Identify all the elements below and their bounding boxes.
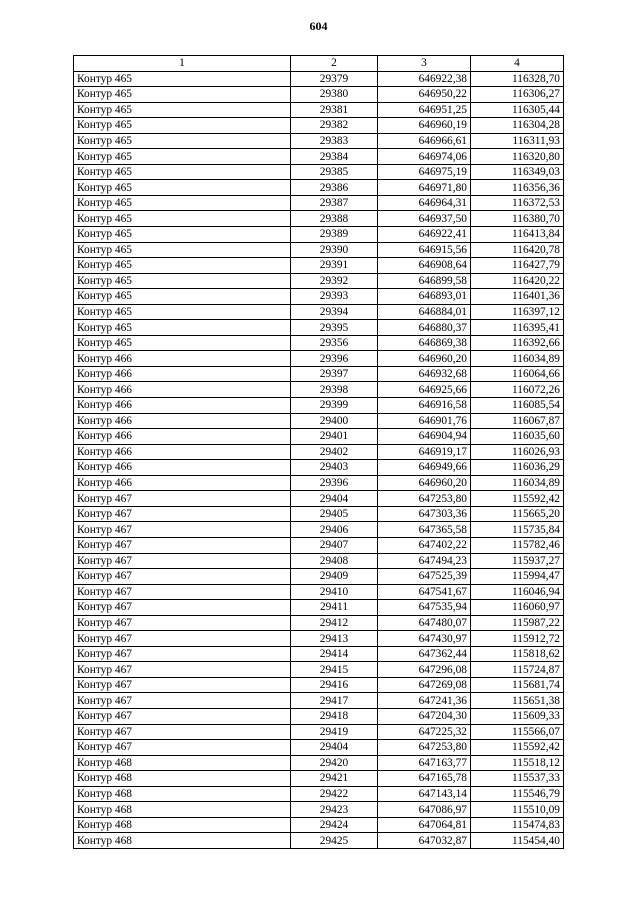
- x-coordinate-cell: 646899,58: [378, 273, 471, 289]
- x-coordinate-cell: 647296,08: [378, 662, 471, 678]
- x-coordinate-cell: 646975,19: [378, 164, 471, 180]
- x-coordinate-cell: 647525,39: [378, 569, 471, 585]
- y-coordinate-cell: 115937,27: [471, 553, 564, 569]
- table-row: [74, 444, 564, 460]
- table-row: [74, 227, 564, 243]
- contour-name-cell: Контур 467: [74, 615, 291, 631]
- contour-name-cell: Контур 465: [74, 102, 291, 118]
- contour-name-cell: Контур 465: [74, 258, 291, 274]
- contour-name-cell: Контур 465: [74, 211, 291, 227]
- point-number-cell: 29390: [291, 242, 378, 258]
- x-coordinate-cell: 646971,80: [378, 180, 471, 196]
- point-number-cell: 29414: [291, 646, 378, 662]
- table-row: [74, 802, 564, 818]
- contour-name-cell: Контур 465: [74, 71, 291, 87]
- y-coordinate-cell: 115651,38: [471, 693, 564, 709]
- contour-name-cell: Контур 467: [74, 506, 291, 522]
- x-coordinate-cell: 646949,66: [378, 460, 471, 476]
- point-number-cell: 29383: [291, 133, 378, 149]
- y-coordinate-cell: 115782,46: [471, 537, 564, 553]
- point-number-cell: 29398: [291, 382, 378, 398]
- y-coordinate-cell: 116306,27: [471, 87, 564, 103]
- table-row: [74, 304, 564, 320]
- column-header-4: 4: [471, 56, 564, 72]
- point-number-cell: 29401: [291, 429, 378, 445]
- point-number-cell: 29396: [291, 351, 378, 367]
- point-number-cell: 29413: [291, 631, 378, 647]
- x-coordinate-cell: 646893,01: [378, 289, 471, 305]
- x-coordinate-cell: 646869,38: [378, 335, 471, 351]
- point-number-cell: 29422: [291, 786, 378, 802]
- x-coordinate-cell: 646974,06: [378, 149, 471, 165]
- table-row: [74, 429, 564, 445]
- column-header-3: 3: [378, 56, 471, 72]
- point-number-cell: 29406: [291, 522, 378, 538]
- point-number-cell: 29395: [291, 320, 378, 336]
- contour-name-cell: Контур 466: [74, 429, 291, 445]
- y-coordinate-cell: 115518,12: [471, 755, 564, 771]
- contour-name-cell: Контур 465: [74, 87, 291, 103]
- contour-name-cell: Контур 467: [74, 662, 291, 678]
- x-coordinate-cell: 646919,17: [378, 444, 471, 460]
- x-coordinate-cell: 647269,08: [378, 677, 471, 693]
- point-number-cell: 29394: [291, 304, 378, 320]
- point-number-cell: 29418: [291, 708, 378, 724]
- point-number-cell: 29391: [291, 258, 378, 274]
- x-coordinate-cell: 646937,50: [378, 211, 471, 227]
- table-row: [74, 102, 564, 118]
- y-coordinate-cell: 116311,93: [471, 133, 564, 149]
- table-row: [74, 475, 564, 491]
- point-number-cell: 29403: [291, 460, 378, 476]
- table-row: [74, 118, 564, 134]
- point-number-cell: 29385: [291, 164, 378, 180]
- contour-name-cell: Контур 468: [74, 771, 291, 787]
- contour-name-cell: Контур 467: [74, 708, 291, 724]
- contour-name-cell: Контур 466: [74, 460, 291, 476]
- point-number-cell: 29379: [291, 71, 378, 87]
- point-number-cell: 29407: [291, 537, 378, 553]
- point-number-cell: 29409: [291, 569, 378, 585]
- point-number-cell: 29404: [291, 740, 378, 756]
- y-coordinate-cell: 116380,70: [471, 211, 564, 227]
- contour-name-cell: Контур 465: [74, 273, 291, 289]
- contour-name-cell: Контур 467: [74, 631, 291, 647]
- x-coordinate-cell: 647402,22: [378, 537, 471, 553]
- point-number-cell: 29412: [291, 615, 378, 631]
- x-coordinate-cell: 647086,97: [378, 802, 471, 818]
- table-row: [74, 133, 564, 149]
- point-number-cell: 29392: [291, 273, 378, 289]
- x-coordinate-cell: 647365,58: [378, 522, 471, 538]
- y-coordinate-cell: 116026,93: [471, 444, 564, 460]
- y-coordinate-cell: 115609,33: [471, 708, 564, 724]
- contour-name-cell: Контур 465: [74, 304, 291, 320]
- table-row: [74, 817, 564, 833]
- table-row: [74, 677, 564, 693]
- table-row: [74, 569, 564, 585]
- table-row: [74, 646, 564, 662]
- x-coordinate-cell: 646960,20: [378, 475, 471, 491]
- page-number: 604: [309, 19, 328, 33]
- x-coordinate-cell: 647032,87: [378, 833, 471, 849]
- y-coordinate-cell: 115735,84: [471, 522, 564, 538]
- x-coordinate-cell: 646901,76: [378, 413, 471, 429]
- point-number-cell: 29384: [291, 149, 378, 165]
- y-coordinate-cell: 116372,53: [471, 195, 564, 211]
- table-row: [74, 211, 564, 227]
- x-coordinate-cell: 646960,20: [378, 351, 471, 367]
- point-number-cell: 29356: [291, 335, 378, 351]
- y-coordinate-cell: 116397,12: [471, 304, 564, 320]
- x-coordinate-cell: 646964,31: [378, 195, 471, 211]
- table-row: [74, 366, 564, 382]
- contour-name-cell: Контур 467: [74, 553, 291, 569]
- contour-name-cell: Контур 466: [74, 413, 291, 429]
- point-number-cell: 29411: [291, 600, 378, 616]
- x-coordinate-cell: 647064,81: [378, 817, 471, 833]
- x-coordinate-cell: 647204,30: [378, 708, 471, 724]
- contour-name-cell: Контур 467: [74, 693, 291, 709]
- y-coordinate-cell: 116328,70: [471, 71, 564, 87]
- table-row: [74, 584, 564, 600]
- table-row: [74, 258, 564, 274]
- table-row: [74, 87, 564, 103]
- contour-name-cell: Контур 466: [74, 475, 291, 491]
- contour-name-cell: Контур 467: [74, 491, 291, 507]
- y-coordinate-cell: 116420,78: [471, 242, 564, 258]
- contour-name-cell: Контур 466: [74, 351, 291, 367]
- contour-name-cell: Контур 467: [74, 677, 291, 693]
- x-coordinate-cell: 647253,80: [378, 740, 471, 756]
- x-coordinate-cell: 647480,07: [378, 615, 471, 631]
- point-number-cell: 29425: [291, 833, 378, 849]
- table-row: [74, 600, 564, 616]
- table-row: [74, 553, 564, 569]
- point-number-cell: 29380: [291, 87, 378, 103]
- x-coordinate-cell: 646932,68: [378, 366, 471, 382]
- x-coordinate-cell: 646922,38: [378, 71, 471, 87]
- x-coordinate-cell: 647362,44: [378, 646, 471, 662]
- point-number-cell: 29393: [291, 289, 378, 305]
- column-header-2: 2: [291, 56, 378, 72]
- y-coordinate-cell: 116072,26: [471, 382, 564, 398]
- y-coordinate-cell: 116064,66: [471, 366, 564, 382]
- contour-name-cell: Контур 465: [74, 118, 291, 134]
- table-row: [74, 708, 564, 724]
- y-coordinate-cell: 115912,72: [471, 631, 564, 647]
- y-coordinate-cell: 116034,89: [471, 351, 564, 367]
- contour-name-cell: Контур 467: [74, 646, 291, 662]
- point-number-cell: 29416: [291, 677, 378, 693]
- point-number-cell: 29421: [291, 771, 378, 787]
- contour-name-cell: Контур 466: [74, 382, 291, 398]
- point-number-cell: 29415: [291, 662, 378, 678]
- y-coordinate-cell: 115994,47: [471, 569, 564, 585]
- contour-name-cell: Контур 465: [74, 242, 291, 258]
- x-coordinate-cell: 646908,64: [378, 258, 471, 274]
- table-row: [74, 506, 564, 522]
- table-row: [74, 615, 564, 631]
- point-number-cell: 29424: [291, 817, 378, 833]
- y-coordinate-cell: 115510,09: [471, 802, 564, 818]
- table-row: [74, 273, 564, 289]
- table-row: [74, 242, 564, 258]
- table-row: [74, 491, 564, 507]
- contour-name-cell: Контур 465: [74, 289, 291, 305]
- x-coordinate-cell: 647535,94: [378, 600, 471, 616]
- y-coordinate-cell: 116427,79: [471, 258, 564, 274]
- x-coordinate-cell: 647303,36: [378, 506, 471, 522]
- column-header-1: 1: [74, 56, 291, 72]
- contour-name-cell: Контур 465: [74, 320, 291, 336]
- y-coordinate-cell: 116395,41: [471, 320, 564, 336]
- table-row: [74, 740, 564, 756]
- x-coordinate-cell: 646925,66: [378, 382, 471, 398]
- contour-name-cell: Контур 465: [74, 227, 291, 243]
- x-coordinate-cell: 647165,78: [378, 771, 471, 787]
- x-coordinate-cell: 646950,22: [378, 87, 471, 103]
- x-coordinate-cell: 646880,37: [378, 320, 471, 336]
- table-row: [74, 537, 564, 553]
- y-coordinate-cell: 116305,44: [471, 102, 564, 118]
- table-row: [74, 164, 564, 180]
- point-number-cell: 29419: [291, 724, 378, 740]
- contour-name-cell: Контур 467: [74, 724, 291, 740]
- y-coordinate-cell: 116392,66: [471, 335, 564, 351]
- point-number-cell: 29382: [291, 118, 378, 134]
- table-row: [74, 786, 564, 802]
- table-row: [74, 335, 564, 351]
- x-coordinate-cell: 646922,41: [378, 227, 471, 243]
- y-coordinate-cell: 115546,79: [471, 786, 564, 802]
- contour-name-cell: Контур 468: [74, 755, 291, 771]
- y-coordinate-cell: 115724,87: [471, 662, 564, 678]
- contour-name-cell: Контур 465: [74, 149, 291, 165]
- table-header-row: [74, 56, 564, 72]
- table-row: [74, 180, 564, 196]
- y-coordinate-cell: 116036,29: [471, 460, 564, 476]
- x-coordinate-cell: 646884,01: [378, 304, 471, 320]
- contour-name-cell: Контур 465: [74, 180, 291, 196]
- table-row: [74, 413, 564, 429]
- contour-name-cell: Контур 468: [74, 786, 291, 802]
- y-coordinate-cell: 115987,22: [471, 615, 564, 631]
- table-row: [74, 771, 564, 787]
- x-coordinate-cell: 647163,77: [378, 755, 471, 771]
- x-coordinate-cell: 646916,58: [378, 398, 471, 414]
- y-coordinate-cell: 116401,36: [471, 289, 564, 305]
- table-row: [74, 398, 564, 414]
- y-coordinate-cell: 115665,20: [471, 506, 564, 522]
- y-coordinate-cell: 116046,94: [471, 584, 564, 600]
- point-number-cell: 29396: [291, 475, 378, 491]
- x-coordinate-cell: 647430,97: [378, 631, 471, 647]
- contour-name-cell: Контур 465: [74, 195, 291, 211]
- point-number-cell: 29423: [291, 802, 378, 818]
- y-coordinate-cell: 116356,36: [471, 180, 564, 196]
- table-row: [74, 522, 564, 538]
- table-row: [74, 693, 564, 709]
- table-row: [74, 631, 564, 647]
- x-coordinate-cell: 646904,94: [378, 429, 471, 445]
- point-number-cell: 29417: [291, 693, 378, 709]
- table-row: [74, 460, 564, 476]
- table-row: [74, 71, 564, 87]
- x-coordinate-cell: 647541,67: [378, 584, 471, 600]
- y-coordinate-cell: 116304,28: [471, 118, 564, 134]
- x-coordinate-cell: 647241,36: [378, 693, 471, 709]
- point-number-cell: 29386: [291, 180, 378, 196]
- point-number-cell: 29389: [291, 227, 378, 243]
- y-coordinate-cell: 116320,80: [471, 149, 564, 165]
- x-coordinate-cell: 647143,14: [378, 786, 471, 802]
- contour-name-cell: Контур 466: [74, 366, 291, 382]
- table-row: [74, 755, 564, 771]
- table-body: [74, 71, 564, 848]
- contour-name-cell: Контур 466: [74, 398, 291, 414]
- contour-name-cell: Контур 466: [74, 444, 291, 460]
- y-coordinate-cell: 115681,74: [471, 677, 564, 693]
- point-number-cell: 29388: [291, 211, 378, 227]
- y-coordinate-cell: 116067,87: [471, 413, 564, 429]
- table-row: [74, 289, 564, 305]
- table-row: [74, 724, 564, 740]
- table-row: [74, 833, 564, 849]
- table-row: [74, 195, 564, 211]
- x-coordinate-cell: 646966,61: [378, 133, 471, 149]
- point-number-cell: 29399: [291, 398, 378, 414]
- table-row: [74, 320, 564, 336]
- y-coordinate-cell: 115592,42: [471, 491, 564, 507]
- point-number-cell: 29402: [291, 444, 378, 460]
- y-coordinate-cell: 115474,83: [471, 817, 564, 833]
- table-row: [74, 662, 564, 678]
- x-coordinate-cell: 646960,19: [378, 118, 471, 134]
- point-number-cell: 29410: [291, 584, 378, 600]
- x-coordinate-cell: 647225,32: [378, 724, 471, 740]
- contour-name-cell: Контур 465: [74, 164, 291, 180]
- y-coordinate-cell: 116060,97: [471, 600, 564, 616]
- contour-name-cell: Контур 468: [74, 802, 291, 818]
- coordinates-table: [73, 55, 564, 849]
- point-number-cell: 29397: [291, 366, 378, 382]
- contour-name-cell: Контур 467: [74, 522, 291, 538]
- x-coordinate-cell: 647494,23: [378, 553, 471, 569]
- x-coordinate-cell: 646915,56: [378, 242, 471, 258]
- point-number-cell: 29405: [291, 506, 378, 522]
- table-row: [74, 382, 564, 398]
- contour-name-cell: Контур 465: [74, 335, 291, 351]
- point-number-cell: 29381: [291, 102, 378, 118]
- contour-name-cell: Контур 468: [74, 817, 291, 833]
- table-row: [74, 351, 564, 367]
- table-row: [74, 149, 564, 165]
- contour-name-cell: Контур 467: [74, 537, 291, 553]
- point-number-cell: 29408: [291, 553, 378, 569]
- point-number-cell: 29400: [291, 413, 378, 429]
- contour-name-cell: Контур 465: [74, 133, 291, 149]
- y-coordinate-cell: 116349,03: [471, 164, 564, 180]
- y-coordinate-cell: 115818,62: [471, 646, 564, 662]
- y-coordinate-cell: 116413,84: [471, 227, 564, 243]
- y-coordinate-cell: 116034,89: [471, 475, 564, 491]
- y-coordinate-cell: 116035,60: [471, 429, 564, 445]
- y-coordinate-cell: 116420,22: [471, 273, 564, 289]
- y-coordinate-cell: 115454,40: [471, 833, 564, 849]
- x-coordinate-cell: 647253,80: [378, 491, 471, 507]
- point-number-cell: 29404: [291, 491, 378, 507]
- x-coordinate-cell: 646951,25: [378, 102, 471, 118]
- contour-name-cell: Контур 467: [74, 569, 291, 585]
- contour-name-cell: Контур 467: [74, 584, 291, 600]
- y-coordinate-cell: 115566,07: [471, 724, 564, 740]
- y-coordinate-cell: 115592,42: [471, 740, 564, 756]
- y-coordinate-cell: 115537,33: [471, 771, 564, 787]
- y-coordinate-cell: 116085,54: [471, 398, 564, 414]
- contour-name-cell: Контур 467: [74, 600, 291, 616]
- point-number-cell: 29420: [291, 755, 378, 771]
- contour-name-cell: Контур 468: [74, 833, 291, 849]
- point-number-cell: 29387: [291, 195, 378, 211]
- contour-name-cell: Контур 467: [74, 740, 291, 756]
